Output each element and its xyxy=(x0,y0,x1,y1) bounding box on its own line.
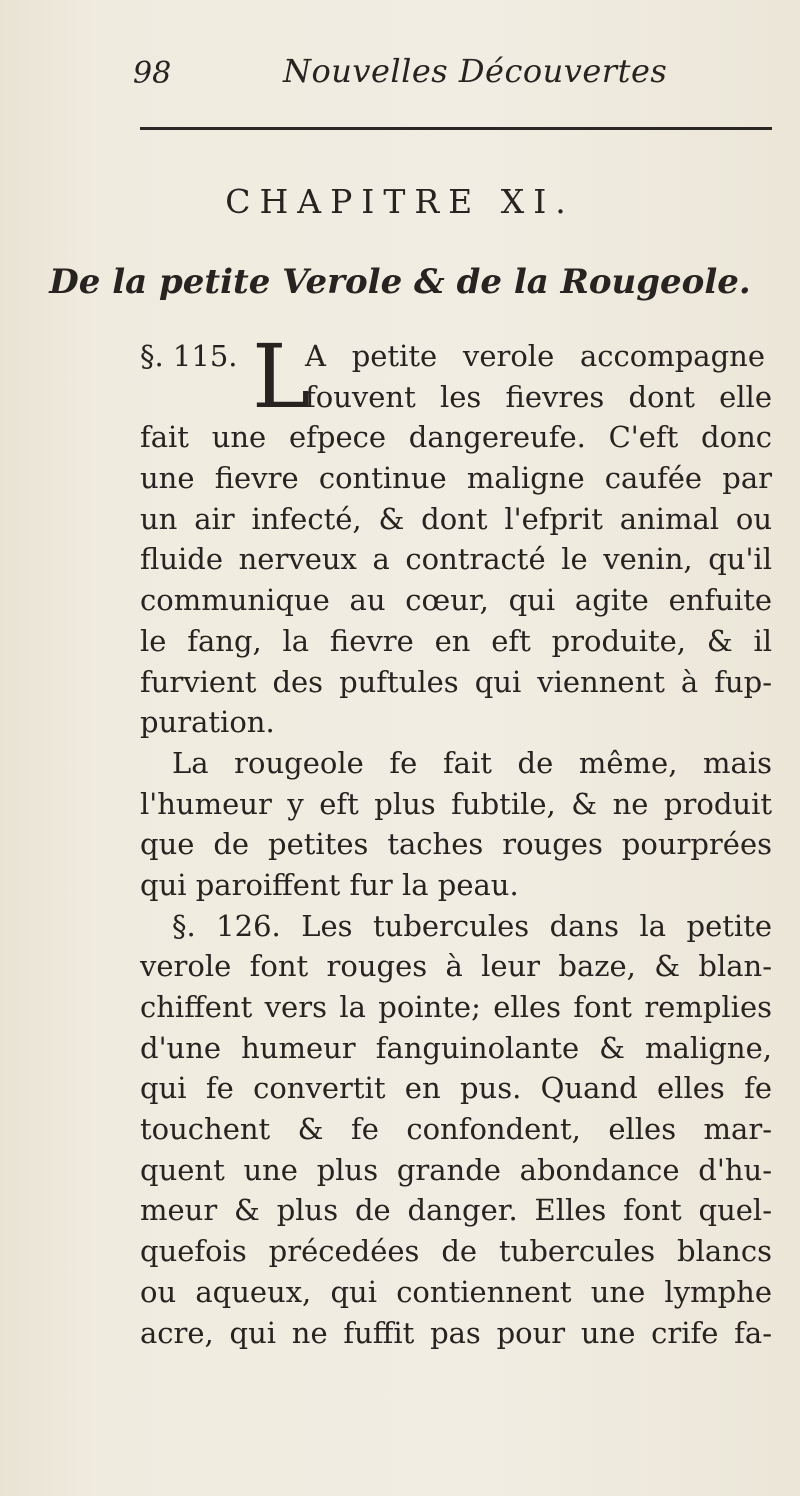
header-rule xyxy=(140,127,772,130)
text-line: chiffent vers la pointe; elles font remplies xyxy=(140,990,772,1024)
running-title: Nouvelles Découvertes xyxy=(283,52,668,90)
text-line: fouvent les fievres dont elle xyxy=(305,379,772,414)
chapter-subtitle: De la petite Verole & de la Rougeole. xyxy=(49,262,751,302)
text-line: fait une efpece dangereufe. C'eft donc xyxy=(140,420,772,455)
text-line: une fievre continue maligne caufée par xyxy=(140,461,772,496)
chapter-heading: CHAPITRE XI. xyxy=(225,182,575,221)
text-line xyxy=(140,336,772,377)
text-line: meur & plus de danger. Elles font quel- xyxy=(140,1193,772,1228)
text-line: communique au cœur, qui agite enfuite xyxy=(140,583,772,618)
text-line: touchent & fe confondent, elles mar- xyxy=(140,1112,772,1147)
text-line: que de petites taches rouges pourprées xyxy=(140,827,772,862)
text-line: qui fe convertit en pus. Quand elles fe xyxy=(140,1071,772,1106)
text-line: un air infecté, & dont l'efprit animal ou xyxy=(140,501,772,536)
text-line: qui paroiffent fur la peau. xyxy=(140,867,519,902)
section-number: §. 115. xyxy=(140,339,238,373)
text-line: furvient des puftules qui viennent à fup- xyxy=(140,664,772,699)
text-line: §. 126. Les tubercules dans la petite xyxy=(172,908,772,943)
text-line: l'humeur y eft plus fubtile, & ne produit xyxy=(140,786,772,821)
text-line-content: A petite verole accompagne xyxy=(305,339,765,373)
section-115-opening xyxy=(140,325,772,428)
page-header xyxy=(133,52,773,102)
body-text xyxy=(140,325,772,1353)
text-line: ou aqueux, qui contiennent une lymphe xyxy=(140,1274,772,1309)
text-line: puration. xyxy=(140,705,275,740)
text-line: quefois précedées de tubercules blancs xyxy=(140,1234,772,1269)
text-line: le fang, la fievre en eft produite, & il xyxy=(140,623,772,658)
text-line: acre, qui ne fuffit pas pour une crife fa- xyxy=(140,1315,772,1350)
text-line: quent une plus grande abondance d'hu- xyxy=(140,1152,772,1187)
text-line: d'une humeur fanguinolante & maligne, xyxy=(140,1030,772,1065)
page-number: 98 xyxy=(133,56,172,91)
text-line: verole font rouges à leur baze, & blan- xyxy=(140,949,772,984)
drop-cap: L xyxy=(252,325,311,428)
text-line: La rougeole fe fait de même, mais xyxy=(172,745,772,780)
text-line: fluide nerveux a contracté le venin, qu'il xyxy=(140,542,772,577)
